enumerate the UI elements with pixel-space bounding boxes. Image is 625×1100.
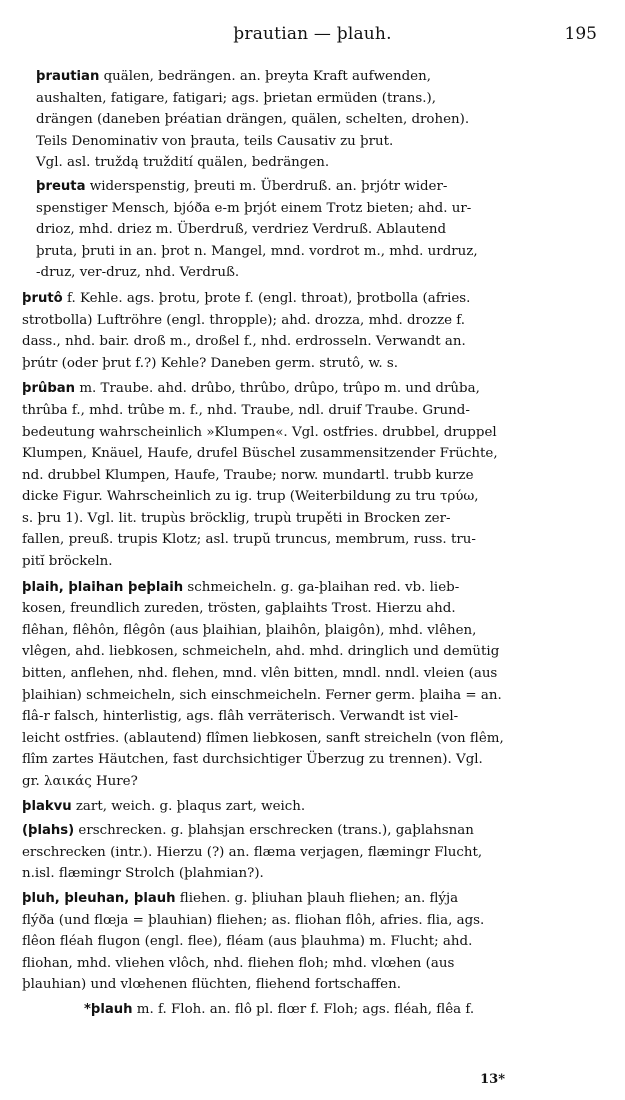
entry-line: strotbolla) Luftröhre (engl. thropple); ahd. drozza, mhd. drozze f. <box>22 312 466 328</box>
entry-headword: (þlahs) <box>22 823 75 839</box>
dictionary-entry <box>22 378 604 572</box>
entry-line: gr. λαικάς Hure? <box>22 774 138 789</box>
dictionary-entry <box>22 888 604 996</box>
entry-line: Vgl. asl. truždą truždití quälen, bedrängen. <box>36 155 330 171</box>
dictionary-entry <box>22 820 604 885</box>
entry-line: drioz, mhd. driez m. Überdruß, verdriez Verdruß. Ablautend <box>36 222 447 238</box>
entry-line: flêon fléah flugon (engl. flee), fléam (aus þlauhma) m. Flucht; ahd. <box>22 934 473 950</box>
entry-line: zart, weich. g. þlaqus zart, weich. <box>71 798 306 814</box>
entry-line: fliohan, mhd. vliehen vlôch, nhd. fliehen floh; mhd. vlœhen (aus <box>22 955 455 971</box>
entry-headword: þrûban <box>22 381 76 397</box>
entry-line: þlaihian) schmeicheln, sich einschmeicheln. Ferner germ. þlaiha = an. <box>22 687 502 703</box>
entry-headword: þlaih, þlaihan þeþlaih <box>22 579 184 595</box>
entry-line: pitĭ bröckeln. <box>22 554 113 570</box>
entry-line: flýða (und flœja = þlauhian) fliehen; as. fliohan flôh, afries. flia, ags. <box>22 912 485 928</box>
entry-line: widerspenstig, þreuti m. Überdruß. an. þrjótr wider- <box>85 178 448 194</box>
entry-line: vlêgen, ahd. liebkosen, schmeicheln, ahd. mhd. dringlich und demütig <box>22 644 500 660</box>
entry-line: dass., nhd. bair. droß m., droßel f., nhd. erdrosseln. Verwandt an. <box>22 334 466 350</box>
entry-line: erschrecken (intr.). Hierzu (?) an. flæma verjagen, flæmingr Flucht, <box>22 844 483 860</box>
entries-column <box>22 66 604 1023</box>
entry-line: f. Kehle. ags. þrotu, þrote f. (engl. throat), þrotbolla (afries. <box>62 290 471 306</box>
signature-mark: 13* <box>480 1072 505 1087</box>
entry-line: drängen (daneben þréatian drängen, quälen, schelten, drohen). <box>36 112 470 128</box>
dictionary-entry <box>22 999 604 1021</box>
entry-line: fliehen. g. þliuhan þlauh fliehen; an. flýja <box>175 890 459 906</box>
entry-line: spenstiger Mensch, bjóða e-m þrjót einem Trotz bieten; ahd. ur- <box>36 200 472 216</box>
entry-line: bitten, anflehen, nhd. flehen, mnd. vlên bitten, mndl. nndl. vleien (aus <box>22 666 498 682</box>
entry-line: þrútr (oder þrut f.?) Kehle? Daneben germ. strutô, w. s. <box>22 355 399 371</box>
entry-line: schmeicheln. g. ga-þlaihan red. vb. lieb- <box>183 579 460 595</box>
entry-line: dicke Figur. Wahrscheinlich zu ig. trup (Weiterbildung zu tru τρύω, <box>22 489 479 505</box>
entry-line: leicht ostfries. (ablautend) flîmen liebkosen, sanft streicheln (von flêm, <box>22 730 504 746</box>
entry-line: thrûba f., mhd. trûbe m. f., nhd. Traube, ndl. druif Traube. Grund- <box>22 402 470 418</box>
entry-line: Teils Denominativ von þrauta, teils Causativ zu þrut. <box>36 133 394 149</box>
entry-headword: þreuta <box>36 178 86 194</box>
entry-line: flîm zartes Häutchen, fast durchsichtiger Überzug zu trennen). Vgl. <box>22 752 483 768</box>
dictionary-entry <box>22 577 604 793</box>
entry-line: nd. drubbel Klumpen, Haufe, Traube; norw. mundartl. trubb kurze <box>22 467 474 483</box>
entry-line: Klumpen, Knäuel, Haufe, drufel Büschel zusammensitzender Früchte, <box>22 446 498 462</box>
dictionary-entry <box>22 66 604 174</box>
entry-headword: *þlauh <box>84 1001 133 1017</box>
entry-headword: þrutô <box>22 290 63 306</box>
dictionary-entry <box>22 288 604 374</box>
entry-headword: þrautian <box>36 69 100 84</box>
dictionary-entry <box>22 176 604 284</box>
entry-line: þlauhian) und vlœhenen flüchten, fliehend fortschaffen. <box>22 977 401 993</box>
entry-line: m. Traube. ahd. drûbo, thrûbo, drûpo, trûpo m. und drûba, <box>75 381 480 397</box>
entry-line: kosen, freundlich zureden, trösten, gaþlaihts Trost. Hierzu ahd. <box>22 601 456 617</box>
entry-line: flêhan, flêhôn, flêgôn (aus þlaihian, þlaihôn, þlaigôn), mhd. vlêhen, <box>22 622 477 638</box>
entry-line: erschrecken. g. þlahsjan erschrecken (trans.), gaþlahsnan <box>74 823 474 839</box>
entry-headword: þlakvu <box>22 798 72 814</box>
running-title: þrautian — þlauh. <box>233 24 392 44</box>
entry-headword: þluh, þleuhan, þlauh <box>22 890 176 906</box>
dictionary-entry <box>22 796 604 818</box>
entry-line: þruta, þruti in an. þrot n. Mangel, mnd. vordrot m., mhd. urdruz, <box>36 243 478 259</box>
entry-line: bedeutung wahrscheinlich »Klumpen«. Vgl. ostfries. drubbel, druppel <box>22 424 497 440</box>
entry-line: s. þru 1). Vgl. lit. trupùs bröcklig, trupù trupěti in Brocken zer- <box>22 510 451 526</box>
entry-line: aushalten, fatigare, fatigari; ags. þrietan ermüden (trans.), <box>36 90 437 106</box>
entry-line: n.isl. flæmingr Strolch (þlahmian?). <box>22 866 264 882</box>
entry-line: quälen, bedrängen. an. þreyta Kraft aufwenden, <box>99 69 431 84</box>
entry-line: -druz, ver-druz, nhd. Verdruß. <box>36 265 240 281</box>
entry-line: flâ-r falsch, hinterlistig, ags. flâh verräterisch. Verwandt ist viel- <box>22 709 459 725</box>
running-header <box>0 24 625 50</box>
entry-line: fallen, preuß. trupis Klotz; asl. trupŭ truncus, membrum, russ. tru- <box>22 532 476 548</box>
page-number: 195 <box>564 24 597 44</box>
entry-line: m. f. Floh. an. flô pl. flœr f. Floh; ags. fléah, flêa f. <box>132 1001 475 1017</box>
